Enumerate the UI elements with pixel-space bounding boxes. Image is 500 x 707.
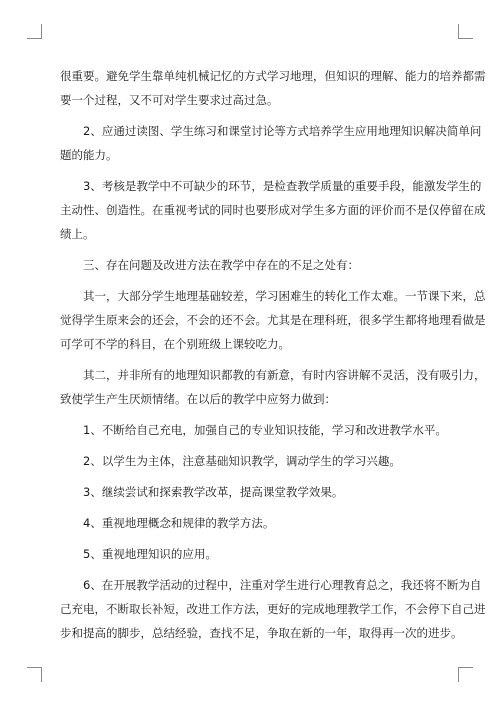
paragraph-line: 很重要。避免学生靠单纯机械记忆的方式学习地理，但知识的理解、能力的培养都需 — [60, 69, 486, 83]
paragraph — [60, 119, 482, 167]
paragraph-line: 5、重视地理知识的应用。 — [83, 547, 217, 561]
paragraph-gap — [60, 277, 444, 284]
paragraph-line: 4、重视地理概念和规律的教学方法。 — [83, 516, 275, 530]
paragraph-line: 其二，并非所有的地理知识都教的有新意，有时内容讲解不灵活，没有吸引力， — [83, 368, 486, 382]
paragraph — [60, 253, 444, 277]
paragraph — [60, 174, 486, 246]
paragraph-gap — [60, 112, 444, 119]
paragraph-gap — [60, 246, 444, 253]
paragraph-line: 己充电，不断取长补短，改进工作方法，更好的完成地理教学工作，不会停下自己进 — [60, 602, 486, 616]
paragraph-gap — [60, 442, 444, 449]
paragraph-gap — [60, 566, 444, 573]
paragraph — [60, 449, 444, 473]
paragraph-line: 2、以学生为主体，注意基础知识教学，调动学生的学习兴趣。 — [83, 454, 401, 468]
paragraph — [60, 418, 447, 442]
paragraph-line: 题的能力。 — [60, 148, 118, 162]
paragraph-line: 3、考核是教学中不可缺少的环节，是检查教学质量的重要手段，能激发学生的 — [83, 179, 482, 193]
paragraph-line: 主动性、创造性。在重视考试的同时也要形成对学生多方面的评价而不是仅停留在成 — [60, 203, 486, 217]
paragraph-line: 3、继续尝试和探索教学改革，提高课堂教学效果。 — [83, 485, 344, 499]
paragraph-line: 致使学生产生厌烦情绪。在以后的教学中应努力做到： — [60, 392, 336, 406]
crop-mark-bottom-right — [458, 667, 473, 682]
crop-mark-bottom-left — [27, 667, 42, 682]
paragraph — [60, 511, 444, 535]
crop-mark-top-right — [458, 24, 473, 39]
paragraph-gap — [60, 411, 444, 418]
paragraph — [60, 542, 444, 566]
paragraph-line: 绩上。 — [60, 227, 95, 241]
paragraph-gap — [60, 473, 444, 480]
paragraph-gap — [60, 356, 444, 363]
paragraph-gap — [60, 504, 444, 511]
paragraph — [60, 363, 486, 411]
paragraph-line: 觉得学生原来会的还会，不会的还不会。尤其是在理科班，很多学生都将地理看做是 — [60, 313, 486, 327]
paragraph — [60, 573, 486, 645]
paragraph-line: 步和提高的脚步，总结经验，查找不足，争取在新的一年，取得再一次的进步。 — [60, 626, 463, 640]
paragraph-gap — [60, 535, 444, 542]
paragraph-line: 三、存在问题及改进方法在教学中存在的不足之处有： — [83, 258, 359, 272]
paragraph-line: 1、不断给自己充电，加强自己的专业知识技能，学习和改进教学水平。 — [83, 423, 447, 437]
paragraph-line: 6、在开展教学活动的过程中，注重对学生进行心理教育总之，我还将不断为自 — [83, 578, 482, 592]
paragraph — [60, 480, 444, 504]
paragraph-line: 2、应通过读图、学生练习和课堂讨论等方式培养学生应用地理知识解决简单问 — [83, 124, 482, 138]
paragraph — [60, 284, 486, 356]
paragraph-gap — [60, 167, 444, 174]
crop-mark-top-left — [27, 24, 42, 39]
document-body — [60, 64, 486, 645]
paragraph-line: 可学可不学的科目，在个别班级上课较吃力。 — [60, 337, 290, 351]
paragraph-line: 其一，大部分学生地理基础较差，学习困难生的转化工作太难。一节课下来，总 — [83, 289, 486, 303]
paragraph-line: 要一个过程，又不可对学生要求过高过急。 — [60, 93, 279, 107]
paragraph — [60, 64, 486, 112]
